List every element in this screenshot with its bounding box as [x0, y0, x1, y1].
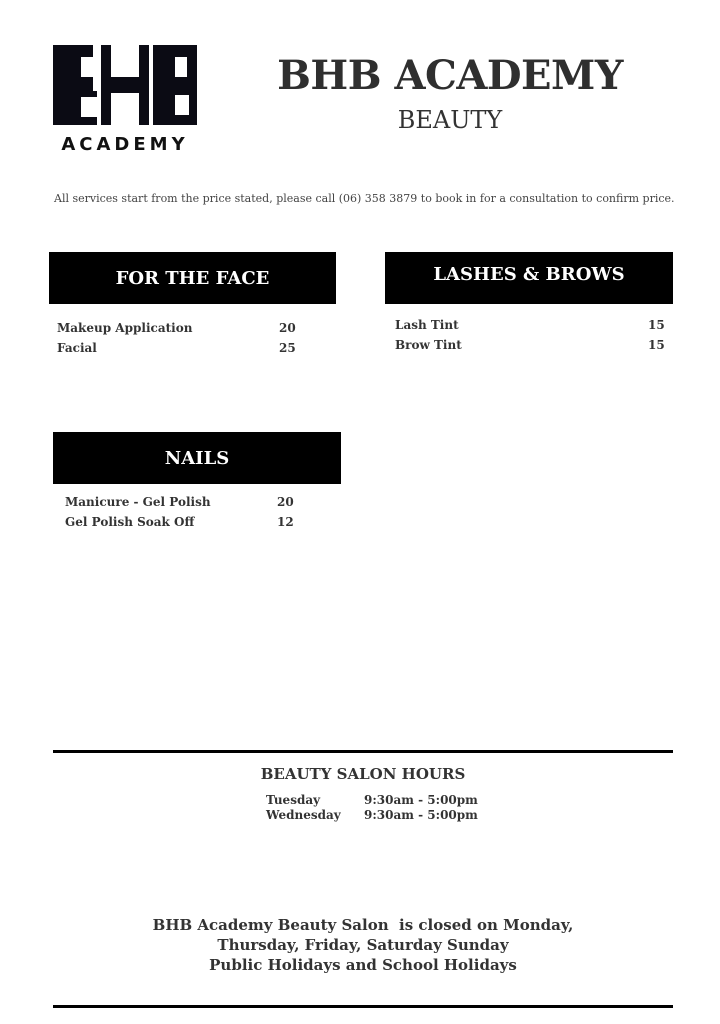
divider — [53, 750, 673, 753]
service-name: Gel Polish Soak Off — [65, 514, 195, 529]
divider — [53, 1005, 673, 1008]
service-list-nails — [65, 495, 305, 534]
category-header-nails: NAILS — [53, 432, 341, 484]
bhb-academy-logo — [53, 45, 197, 155]
category-header-lashes-brows: LASHES & BROWS — [385, 252, 673, 304]
service-price: 20 — [277, 495, 294, 509]
service-name: Manicure - Gel Polish — [65, 495, 211, 509]
logo-wordmark: ACADEMY — [61, 134, 189, 155]
service-row — [57, 321, 297, 341]
category-header-face: FOR THE FACE — [49, 252, 336, 304]
service-list-face — [57, 321, 297, 360]
service-price: 15 — [648, 337, 665, 352]
hours-row — [266, 793, 486, 807]
service-row — [395, 318, 665, 338]
service-name: Brow Tint — [395, 337, 462, 352]
service-name: Lash Tint — [395, 318, 459, 332]
service-row — [65, 515, 305, 535]
service-name: Facial — [57, 340, 97, 355]
service-row — [57, 341, 297, 361]
bhb-logo-mark — [53, 45, 197, 127]
closed-notice — [53, 915, 673, 975]
service-list-lashes-brows — [395, 318, 665, 357]
pricing-notice: All services start from the price stated, please call (06) 358 3879 to book in for a consultation to confirm price. — [54, 192, 675, 205]
page-subtitle: BEAUTY — [397, 106, 503, 134]
hours-title: BEAUTY SALON HOURS — [260, 765, 466, 783]
hours-row — [266, 808, 486, 822]
closed-line: BHB Academy Beauty Salon is closed on Monday, — [152, 916, 574, 934]
service-price: 12 — [277, 514, 294, 529]
page-title: BHB ACADEMY — [277, 52, 623, 99]
service-price: 20 — [279, 321, 296, 335]
closed-line: Thursday, Friday, Saturday Sunday — [217, 936, 509, 954]
service-row — [65, 495, 305, 515]
service-name: Makeup Application — [57, 321, 193, 335]
hours-day: Tuesday — [266, 793, 321, 807]
service-price: 15 — [648, 318, 665, 332]
hours-time: 9:30am - 5:00pm — [364, 793, 478, 807]
closed-line: Public Holidays and School Holidays — [209, 956, 517, 974]
service-row — [395, 338, 665, 358]
service-price: 25 — [279, 340, 296, 355]
hours-day: Wednesday — [266, 808, 341, 822]
hours-time: 9:30am - 5:00pm — [364, 808, 478, 822]
